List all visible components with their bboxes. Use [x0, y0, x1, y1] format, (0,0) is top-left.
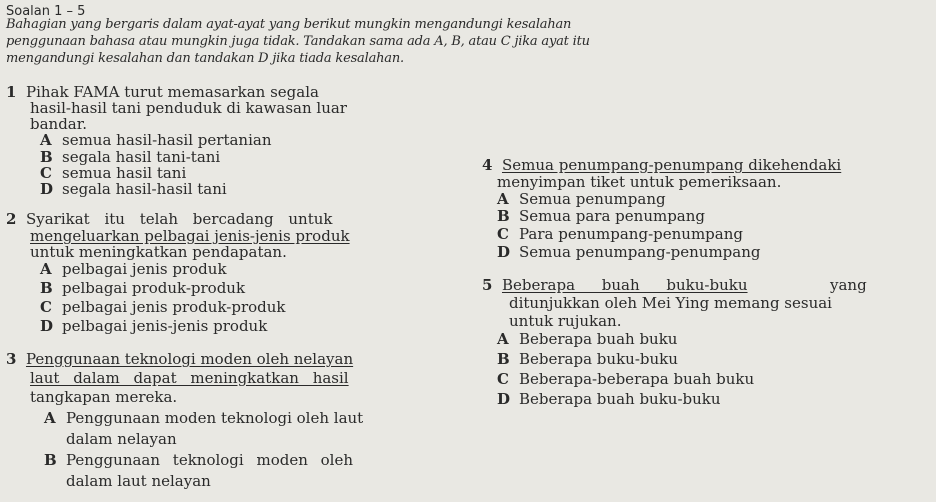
instruction-line-2: penggunaan bahasa atau mungkin juga tidak. Tandakan sama ada A, B, atau C jika ayat itu — [6, 34, 590, 49]
question-1-line-1: Pihak FAMA turut memasarkan segala — [25, 83, 319, 101]
q2-option-c[interactable]: C pelbagai jenis produk-produk — [40, 298, 286, 316]
question-4-line-1: Semua penumpang-penumpang dikehendaki — [501, 156, 842, 174]
q1-option-d[interactable]: D segala hasil-hasil tani — [40, 180, 227, 198]
q3-option-a-line-2: dalam nelayan — [66, 430, 177, 448]
q1-option-c[interactable]: C semua hasil tani — [40, 164, 187, 182]
q5-option-a[interactable]: A Beberapa buah buku — [497, 330, 678, 348]
question-3-line-1: Penggunaan teknologi moden oleh nelayan — [25, 350, 354, 368]
q4-option-b[interactable]: B Semua para penumpang — [497, 207, 706, 225]
q3-option-b-line-2: dalam laut nelayan — [66, 472, 211, 490]
question-5-line-1-end: yang — [830, 276, 867, 294]
question-1-line-2: hasil-hasil tani penduduk di kawasan luar — [30, 99, 347, 117]
question-2-line-2: mengeluarkan pelbagai jenis-jenis produk — [30, 227, 350, 245]
question-1-line-3: bandar. — [30, 115, 88, 133]
question-5-line-2: ditunjukkan oleh Mei Ying memang sesuai — [509, 294, 832, 312]
question-4-number: 4 — [482, 156, 493, 174]
section-title: Soalan 1 – 5 — [6, 4, 86, 19]
q2-option-b[interactable]: B pelbagai produk-produk — [40, 279, 246, 297]
question-1-number: 1 — [6, 83, 17, 101]
q4-option-d[interactable]: D Semua penumpang-penumpang — [497, 243, 761, 261]
question-2-stem — [6, 211, 332, 228]
q4-option-a[interactable]: A Semua penumpang — [497, 190, 666, 208]
q5-option-b[interactable]: B Beberapa buku-buku — [497, 350, 678, 368]
question-5-line-3: untuk rujukan. — [509, 312, 622, 330]
q1-option-a[interactable]: A semua hasil-hasil pertanian — [40, 131, 272, 149]
q1-option-b[interactable]: B segala hasil tani-tani — [40, 148, 221, 166]
instruction-line-1: Bahagian yang bergaris dalam ayat-ayat yang berikut mungkin mengandungi kesalahan — [6, 17, 572, 32]
question-3-number: 3 — [6, 350, 17, 368]
question-2-line-1: Syarikat itu telah bercadang untuk — [25, 210, 333, 228]
question-3-stem — [6, 351, 353, 368]
question-2-number: 2 — [6, 210, 17, 228]
question-5-line-1: Beberapa buah buku-buku — [501, 276, 748, 294]
q5-option-c[interactable]: C Beberapa-beberapa buah buku — [497, 370, 755, 388]
question-5-stem — [482, 277, 748, 294]
question-3-line-3: tangkapan mereka. — [30, 388, 178, 406]
question-4-stem — [482, 157, 841, 174]
question-2-line-3: untuk meningkatkan pendapatan. — [30, 243, 287, 261]
question-4-line-2: menyimpan tiket untuk pemeriksaan. — [497, 173, 782, 191]
instruction-line-3: mengandungi kesalahan dan tandakan D jika tiada kesalahan. — [6, 51, 404, 66]
q2-option-d[interactable]: D pelbagai jenis-jenis produk — [40, 317, 268, 335]
q2-option-a[interactable]: A pelbagai jenis produk — [40, 260, 227, 278]
question-3-line-2: laut dalam dapat meningkatkan hasil — [30, 369, 349, 387]
q5-option-d[interactable]: D Beberapa buah buku-buku — [497, 390, 721, 408]
question-5-number: 5 — [482, 276, 493, 294]
q3-option-a[interactable]: A Penggunaan moden teknologi oleh laut — [44, 409, 364, 427]
q3-option-b[interactable]: B Penggunaan teknologi moden oleh — [44, 451, 354, 469]
q4-option-c[interactable]: C Para penumpang-penumpang — [497, 225, 743, 243]
